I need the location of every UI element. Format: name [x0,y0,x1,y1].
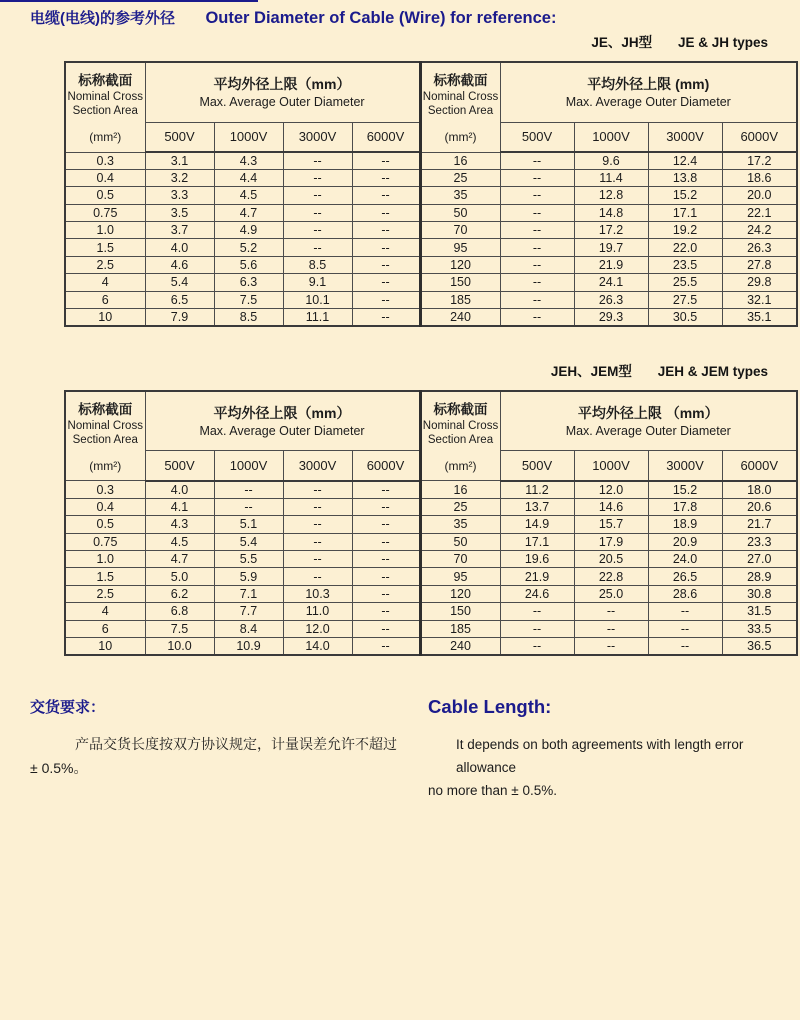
area-header-left [65,391,145,481]
voltage-header-1000v: 1000V [574,451,648,481]
diameter-value-cell: 4.9 [214,222,283,239]
diameter-value-cell: 22.8 [574,568,648,585]
diameter-value-cell: -- [500,222,574,239]
diameter-value-cell: 21.7 [722,516,797,533]
page-title-zh: 电缆(电线)的参考外径 [30,10,175,27]
section-area-cell: 0.75 [65,204,145,221]
cable-length-title: Cable Length: [428,695,552,717]
area-header-en1: Nominal Cross [422,419,499,432]
diameter-value-cell: 4.0 [145,481,214,498]
voltage-header-3000v: 3000V [283,451,352,481]
table-row [65,291,797,308]
diameter-value-cell: -- [352,309,420,326]
diameter-value-cell: 35.1 [722,309,797,326]
section-area-cell: 1.0 [65,222,145,239]
diameter-value-cell: 5.0 [145,568,214,585]
diameter-value-cell: 6.5 [145,291,214,308]
voltage-header-6000v: 6000V [352,451,420,481]
top-edge-line [0,0,258,2]
diameter-value-cell: 10.1 [283,291,352,308]
diameter-value-cell: 4.7 [145,550,214,567]
diameter-value-cell: 4.3 [145,516,214,533]
diameter-value-cell: -- [352,291,420,308]
section-area-cell: 0.75 [65,533,145,550]
voltage-header-6000v: 6000V [352,122,420,152]
diameter-value-cell: -- [283,481,352,498]
diameter-value-cell: -- [500,239,574,256]
section-area-cell: 35 [420,187,500,204]
table-row [65,152,797,169]
diameter-value-cell: 12.0 [574,481,648,498]
diameter-header-right [500,391,797,451]
diameter-value-cell: 4.5 [145,533,214,550]
section-area-cell: 0.5 [65,187,145,204]
diameter-value-cell: -- [648,637,722,654]
diameter-value-cell: 17.1 [500,533,574,550]
diameter-value-cell: -- [500,291,574,308]
type-label-jeh-jem [0,360,800,380]
area-header-zh: 标称截面 [78,401,133,417]
diameter-value-cell: 11.2 [500,481,574,498]
diameter-value-cell: 18.0 [722,481,797,498]
table-row [65,533,797,550]
diameter-value-cell: -- [352,239,420,256]
diameter-value-cell: 6.2 [145,585,214,602]
diameter-value-cell: -- [352,204,420,221]
diameter-value-cell: -- [283,187,352,204]
diameter-value-cell: -- [283,169,352,186]
diameter-value-cell: 10.3 [283,585,352,602]
diameter-value-cell: -- [574,620,648,637]
diameter-value-cell: 20.0 [722,187,797,204]
diameter-value-cell: 12.8 [574,187,648,204]
section-area-cell: 240 [420,309,500,326]
section-area-cell: 25 [420,169,500,186]
diameter-value-cell: 29.8 [722,274,797,291]
diameter-value-cell: -- [500,256,574,273]
table-row [65,498,797,515]
diameter-value-cell: 6.3 [214,274,283,291]
voltage-header-6000v: 6000V [722,122,797,152]
diameter-value-cell: -- [500,637,574,654]
section-area-cell: 2.5 [65,585,145,602]
voltage-header-3000v: 3000V [648,451,722,481]
diameter-value-cell: 21.9 [574,256,648,273]
diameter-value-cell: -- [352,533,420,550]
area-header-en2: Section Area [427,434,494,447]
diameter-header-zh: 平均外径上限 (mm) [587,76,710,93]
diameter-value-cell: 11.0 [283,603,352,620]
diameter-value-cell: 20.9 [648,533,722,550]
type-label-en: JE & JH types [677,35,768,50]
diameter-value-cell: 25.5 [648,274,722,291]
diameter-value-cell: 24.0 [648,550,722,567]
section-area-cell: 10 [65,309,145,326]
cable-length-body [428,733,794,802]
diameter-value-cell: -- [283,152,352,169]
diameter-value-cell: 22.0 [648,239,722,256]
diameter-value-cell: -- [352,498,420,515]
section-area-cell: 0.3 [65,481,145,498]
diameter-value-cell: 24.2 [722,222,797,239]
area-header-en2: Section Area [72,105,138,118]
diameter-value-cell: -- [283,533,352,550]
table-body [65,152,797,326]
diameter-value-cell: 32.1 [722,291,797,308]
diameter-value-cell: 5.9 [214,568,283,585]
diameter-header-en: Max. Average Outer Diameter [199,424,365,439]
diameter-value-cell: -- [352,550,420,567]
diameter-value-cell: 26.3 [574,291,648,308]
voltage-header-3000v: 3000V [283,122,352,152]
diameter-value-cell: 17.2 [574,222,648,239]
table-row [65,239,797,256]
diameter-value-cell: 4.1 [145,498,214,515]
diameter-value-cell: 3.5 [145,204,214,221]
cable-length-section [428,696,794,802]
diameter-value-cell: 15.7 [574,516,648,533]
section-area-cell: 150 [420,274,500,291]
table-row [65,516,797,533]
diameter-value-cell: -- [352,187,420,204]
diameter-value-cell: -- [352,169,420,186]
table-row [65,274,797,291]
page-title-en: Outer Diameter of Cable (Wire) for reference: [205,9,557,27]
diameter-header-zh: 平均外径上限（mm） [213,405,351,422]
diameter-value-cell: 10.0 [145,637,214,654]
area-header-en2: Section Area [72,434,138,447]
section-area-cell: 150 [420,603,500,620]
diameter-value-cell: -- [648,620,722,637]
area-header-en1: Nominal Cross [67,90,143,103]
diameter-value-cell: 5.6 [214,256,283,273]
diameter-value-cell: 7.1 [214,585,283,602]
diameter-value-cell: 8.4 [214,620,283,637]
table-body [65,481,797,655]
section-area-cell: 50 [420,204,500,221]
voltage-header-500v: 500V [145,451,214,481]
area-header-en1: Nominal Cross [422,90,499,103]
section-area-cell: 0.4 [65,169,145,186]
diameter-value-cell: 5.5 [214,550,283,567]
diameter-value-cell: 14.0 [283,637,352,654]
diameter-value-cell: 7.9 [145,309,214,326]
area-header-unit: (mm²) [89,129,122,144]
diameter-header-left [145,391,420,451]
diameter-value-cell: 10.9 [214,637,283,654]
diameter-value-cell: 5.4 [214,533,283,550]
voltage-header-500v: 500V [500,122,574,152]
area-header-left [65,62,145,152]
diameter-value-cell: 30.5 [648,309,722,326]
diameter-value-cell: 5.4 [145,274,214,291]
diameter-value-cell: 17.8 [648,498,722,515]
section-area-cell: 1.5 [65,568,145,585]
delivery-body-line2: ± 0.5%。 [30,759,88,776]
diameter-value-cell: -- [500,152,574,169]
diameter-value-cell: 21.9 [500,568,574,585]
area-header-zh: 标称截面 [433,72,488,88]
section-area-cell: 0.3 [65,152,145,169]
section-area-cell: 70 [420,222,500,239]
table-row [65,481,797,498]
diameter-value-cell: 19.7 [574,239,648,256]
diameter-value-cell: 23.3 [722,533,797,550]
voltage-header-6000v: 6000V [722,451,797,481]
diameter-value-cell: 9.6 [574,152,648,169]
diameter-value-cell: -- [648,603,722,620]
diameter-value-cell: -- [352,637,420,654]
diameter-value-cell: 27.0 [722,550,797,567]
table-row [65,585,797,602]
diameter-value-cell: 11.4 [574,169,648,186]
diameter-value-cell: -- [283,222,352,239]
page-header [0,0,800,28]
section-area-cell: 120 [420,585,500,602]
diameter-value-cell: -- [352,516,420,533]
diameter-value-cell: 26.3 [722,239,797,256]
diameter-value-cell: 28.6 [648,585,722,602]
diameter-value-cell: 24.6 [500,585,574,602]
diameter-value-cell: -- [352,274,420,291]
diameter-header-en: Max. Average Outer Diameter [565,95,731,110]
footer-notes [0,696,800,802]
diameter-value-cell: 18.6 [722,169,797,186]
area-header-unit: (mm²) [89,458,122,473]
voltage-header-1000v: 1000V [214,122,283,152]
table-row [65,187,797,204]
diameter-value-cell: 15.2 [648,187,722,204]
delivery-requirements-section [30,696,420,802]
diameter-value-cell: 25.0 [574,585,648,602]
table-row [65,309,797,326]
area-header-right [420,62,500,152]
table-row [65,568,797,585]
diameter-value-cell: 29.3 [574,309,648,326]
diameter-value-cell: -- [352,620,420,637]
diameter-value-cell: 11.1 [283,309,352,326]
diameter-value-cell: 24.1 [574,274,648,291]
type-label-en: JEH & JEM types [657,363,768,379]
table-row [65,204,797,221]
delivery-body-line1: 产品交货长度按双方协议规定，计量误差允许不超过 [75,735,397,752]
diameter-value-cell: 7.7 [214,603,283,620]
diameter-value-cell: 27.5 [648,291,722,308]
diameter-value-cell: -- [352,585,420,602]
table-row [65,222,797,239]
diameter-value-cell: 17.1 [648,204,722,221]
diameter-value-cell: 13.8 [648,169,722,186]
diameter-value-cell: 28.9 [722,568,797,585]
section-area-cell: 185 [420,291,500,308]
diameter-value-cell: 19.6 [500,550,574,567]
diameter-value-cell: -- [283,568,352,585]
voltage-header-500v: 500V [145,122,214,152]
diameter-value-cell: 14.9 [500,516,574,533]
type-label-zh: JE、JH型 [591,35,653,50]
diameter-value-cell: 5.1 [214,516,283,533]
diameter-value-cell: 3.2 [145,169,214,186]
area-header-right [420,391,500,481]
section-area-cell: 0.5 [65,516,145,533]
diameter-value-cell: 7.5 [214,291,283,308]
section-area-cell: 16 [420,481,500,498]
diameter-value-cell: -- [500,187,574,204]
diameter-table-je-jh [64,61,798,327]
diameter-value-cell: -- [352,568,420,585]
diameter-header-en: Max. Average Outer Diameter [199,95,365,110]
diameter-value-cell: 23.5 [648,256,722,273]
diameter-value-cell: 8.5 [283,256,352,273]
diameter-value-cell: -- [283,239,352,256]
delivery-requirements-title: 交货要求： [30,698,106,716]
diameter-value-cell: -- [500,169,574,186]
diameter-value-cell: 12.4 [648,152,722,169]
section-area-cell: 4 [65,274,145,291]
diameter-value-cell: 20.5 [574,550,648,567]
diameter-value-cell: 4.0 [145,239,214,256]
diameter-value-cell: -- [283,550,352,567]
section-area-cell: 120 [420,256,500,273]
section-area-cell: 4 [65,603,145,620]
diameter-header-left [145,62,420,122]
section-area-cell: 185 [420,620,500,637]
diameter-value-cell: 26.5 [648,568,722,585]
diameter-value-cell: 7.5 [145,620,214,637]
diameter-value-cell: 27.8 [722,256,797,273]
diameter-value-cell: -- [352,222,420,239]
diameter-value-cell: 14.8 [574,204,648,221]
diameter-value-cell: 4.3 [214,152,283,169]
diameter-value-cell: -- [500,274,574,291]
table-row [65,620,797,637]
diameter-value-cell: -- [500,620,574,637]
diameter-value-cell: 14.6 [574,498,648,515]
diameter-value-cell: 19.2 [648,222,722,239]
diameter-value-cell: 4.4 [214,169,283,186]
diameter-value-cell: -- [352,256,420,273]
diameter-value-cell: -- [283,498,352,515]
diameter-value-cell: 4.7 [214,204,283,221]
diameter-value-cell: 3.3 [145,187,214,204]
diameter-value-cell: 18.9 [648,516,722,533]
diameter-value-cell: 4.6 [145,256,214,273]
section-area-cell: 6 [65,620,145,637]
diameter-header-zh: 平均外径上限 （mm） [577,405,719,422]
diameter-header-right [500,62,797,122]
diameter-value-cell: 4.5 [214,187,283,204]
diameter-value-cell: -- [352,481,420,498]
diameter-value-cell: -- [352,152,420,169]
section-area-cell: 70 [420,550,500,567]
cable-length-body-line1: It depends on both agreements with length error allowance [456,736,744,775]
diameter-value-cell: -- [283,204,352,221]
diameter-value-cell: 20.6 [722,498,797,515]
diameter-value-cell: 15.2 [648,481,722,498]
area-header-en1: Nominal Cross [67,419,143,432]
diameter-header-zh: 平均外径上限（mm） [213,76,351,93]
diameter-value-cell: 9.1 [283,274,352,291]
type-label-je-jh [0,31,800,51]
section-area-cell: 25 [420,498,500,515]
diameter-value-cell: 8.5 [214,309,283,326]
section-area-cell: 95 [420,568,500,585]
section-area-cell: 95 [420,239,500,256]
area-header-unit: (mm²) [444,458,477,473]
diameter-header-en: Max. Average Outer Diameter [565,424,731,439]
area-header-en2: Section Area [427,105,494,118]
section-area-cell: 1.0 [65,550,145,567]
diameter-value-cell: -- [574,637,648,654]
diameter-value-cell: 12.0 [283,620,352,637]
diameter-value-cell: 31.5 [722,603,797,620]
section-area-cell: 6 [65,291,145,308]
table-row [65,603,797,620]
diameter-value-cell: -- [283,516,352,533]
diameter-table-jeh-jem [64,390,798,656]
section-area-cell: 35 [420,516,500,533]
area-header-zh: 标称截面 [78,72,133,88]
voltage-header-3000v: 3000V [648,122,722,152]
section-area-cell: 240 [420,637,500,654]
diameter-value-cell: -- [500,204,574,221]
diameter-value-cell: 30.8 [722,585,797,602]
section-area-cell: 0.4 [65,498,145,515]
diameter-value-cell: 3.1 [145,152,214,169]
voltage-header-1000v: 1000V [214,451,283,481]
section-area-cell: 10 [65,637,145,654]
diameter-value-cell: -- [214,481,283,498]
cable-length-body-line2: no more than ± 0.5%. [428,782,557,798]
table-row [65,256,797,273]
diameter-value-cell: 22.1 [722,204,797,221]
table-row [65,550,797,567]
section-area-cell: 1.5 [65,239,145,256]
diameter-value-cell: -- [574,603,648,620]
diameter-value-cell: -- [352,603,420,620]
section-area-cell: 16 [420,152,500,169]
diameter-value-cell: 13.7 [500,498,574,515]
table-row [65,637,797,654]
section-area-cell: 50 [420,533,500,550]
delivery-requirements-body [30,732,420,780]
diameter-value-cell: 33.5 [722,620,797,637]
diameter-value-cell: 6.8 [145,603,214,620]
diameter-value-cell: 17.9 [574,533,648,550]
diameter-value-cell: -- [500,603,574,620]
type-label-zh: JEH、JEM型 [550,363,632,379]
area-header-unit: (mm²) [444,129,477,144]
voltage-header-1000v: 1000V [574,122,648,152]
diameter-value-cell: -- [500,309,574,326]
diameter-value-cell: 5.2 [214,239,283,256]
voltage-header-500v: 500V [500,451,574,481]
area-header-zh: 标称截面 [433,401,488,417]
diameter-value-cell: 36.5 [722,637,797,654]
diameter-value-cell: -- [214,498,283,515]
section-area-cell: 2.5 [65,256,145,273]
diameter-value-cell: 17.2 [722,152,797,169]
diameter-value-cell: 3.7 [145,222,214,239]
table-row [65,169,797,186]
